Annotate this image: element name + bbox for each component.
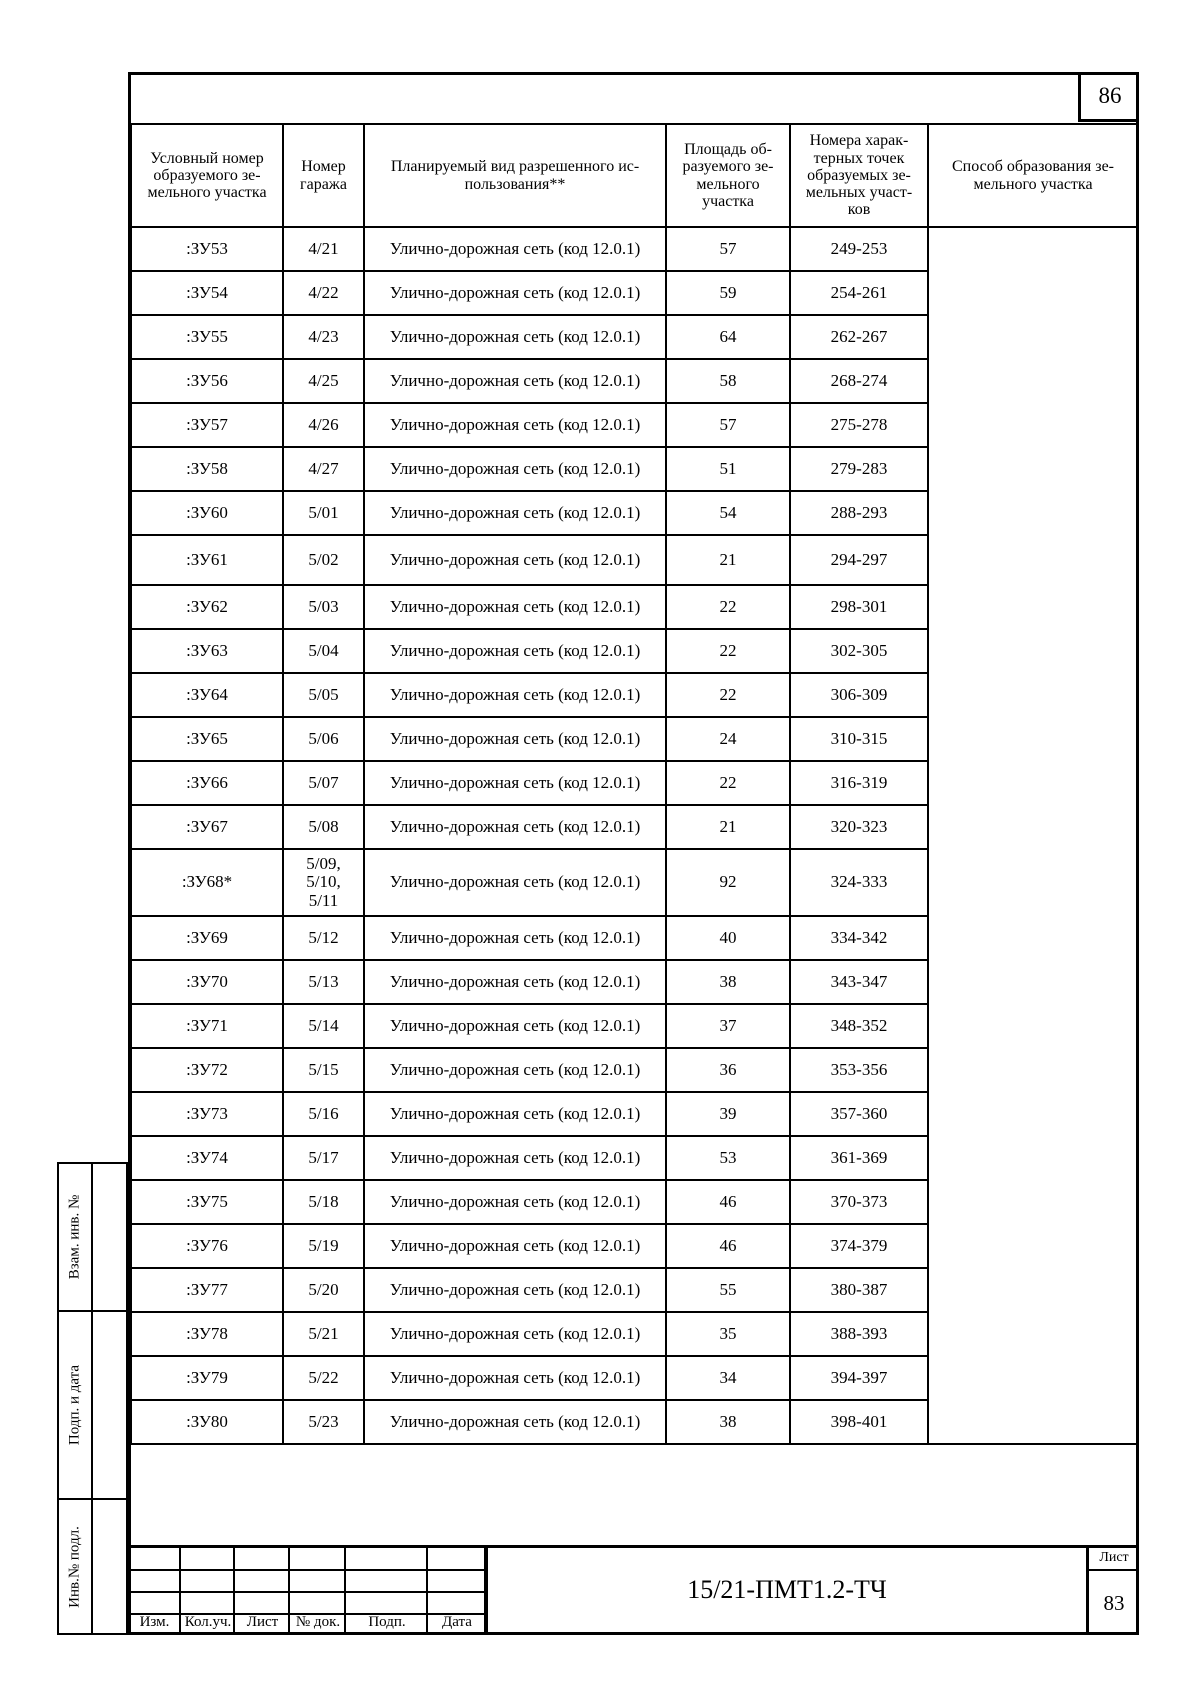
table-row xyxy=(131,849,1138,916)
cell-method xyxy=(928,673,1138,717)
cell-method xyxy=(928,849,1138,916)
cell-points: 294-297 xyxy=(790,535,928,585)
cell-plot-id: :ЗУ80 xyxy=(131,1400,283,1444)
cell-plot-id: :ЗУ57 xyxy=(131,403,283,447)
side-label-inv-orig: Инв.№ подл. xyxy=(66,1525,83,1608)
cell-method xyxy=(928,629,1138,673)
cell-area: 36 xyxy=(666,1048,790,1092)
cell-plot-id: :ЗУ76 xyxy=(131,1224,283,1268)
cell-garage: 5/18 xyxy=(283,1180,364,1224)
table-row xyxy=(131,717,1138,761)
cell-plot-id: :ЗУ58 xyxy=(131,447,283,491)
cell-points: 302-305 xyxy=(790,629,928,673)
cell-method xyxy=(928,916,1138,960)
cell-use: Улично-дорожная сеть (код 12.0.1) xyxy=(364,1136,666,1180)
cell-method xyxy=(928,1400,1138,1444)
cell-area: 38 xyxy=(666,960,790,1004)
cell-use: Улично-дорожная сеть (код 12.0.1) xyxy=(364,629,666,673)
stamp-label-date: Дата xyxy=(442,1614,472,1630)
cell-use: Улично-дорожная сеть (код 12.0.1) xyxy=(364,916,666,960)
table-row xyxy=(131,1356,1138,1400)
cell-plot-id: :ЗУ61 xyxy=(131,535,283,585)
cell-plot-id: :ЗУ69 xyxy=(131,916,283,960)
cell-plot-id: :ЗУ72 xyxy=(131,1048,283,1092)
cell-points: 380-387 xyxy=(790,1268,928,1312)
cell-plot-id: :ЗУ71 xyxy=(131,1004,283,1048)
cell-points: 398-401 xyxy=(790,1400,928,1444)
cell-area: 38 xyxy=(666,1400,790,1444)
cell-garage: 5/09, 5/10, 5/11 xyxy=(283,849,364,916)
cell-area: 40 xyxy=(666,916,790,960)
cell-garage: 5/17 xyxy=(283,1136,364,1180)
cell-garage: 4/23 xyxy=(283,315,364,359)
land-plots-table xyxy=(130,123,1139,1445)
cell-garage: 5/05 xyxy=(283,673,364,717)
header-use: Планируемый вид разрешенного ис-пользования** xyxy=(364,124,666,227)
cell-points: 279-283 xyxy=(790,447,928,491)
stamp-col xyxy=(428,1545,486,1635)
cell-garage: 5/23 xyxy=(283,1400,364,1444)
cell-method xyxy=(928,1224,1138,1268)
cell-points: 254-261 xyxy=(790,271,928,315)
cell-use: Улично-дорожная сеть (код 12.0.1) xyxy=(364,717,666,761)
cell-plot-id: :ЗУ54 xyxy=(131,271,283,315)
cell-area: 22 xyxy=(666,629,790,673)
cell-plot-id: :ЗУ56 xyxy=(131,359,283,403)
table-row xyxy=(131,227,1138,271)
cell-points: 320-323 xyxy=(790,805,928,849)
cell-method xyxy=(928,535,1138,585)
sheet-number: 83 xyxy=(1103,1590,1125,1615)
table-row xyxy=(131,1312,1138,1356)
cell-garage: 5/03 xyxy=(283,585,364,629)
cell-points: 268-274 xyxy=(790,359,928,403)
table-row xyxy=(131,1268,1138,1312)
cell-plot-id: :ЗУ78 xyxy=(131,1312,283,1356)
table-row xyxy=(131,403,1138,447)
cell-plot-id: :ЗУ75 xyxy=(131,1180,283,1224)
cell-plot-id: :ЗУ55 xyxy=(131,315,283,359)
cell-method xyxy=(928,491,1138,535)
cell-area: 21 xyxy=(666,805,790,849)
cell-points: 288-293 xyxy=(790,491,928,535)
cell-points: 262-267 xyxy=(790,315,928,359)
cell-use: Улично-дорожная сеть (код 12.0.1) xyxy=(364,1092,666,1136)
cell-area: 24 xyxy=(666,717,790,761)
header-garage: Номер гаража xyxy=(283,124,364,227)
cell-garage: 5/08 xyxy=(283,805,364,849)
cell-use: Улично-дорожная сеть (код 12.0.1) xyxy=(364,849,666,916)
cell-method xyxy=(928,359,1138,403)
side-label-swap-inv: Взам. инв. № xyxy=(66,1194,83,1280)
cell-area: 22 xyxy=(666,673,790,717)
cell-use: Улично-дорожная сеть (код 12.0.1) xyxy=(364,1004,666,1048)
side-label-sign-date: Подп. и дата xyxy=(66,1364,83,1446)
cell-garage: 5/01 xyxy=(283,491,364,535)
cell-garage: 5/19 xyxy=(283,1224,364,1268)
cell-area: 46 xyxy=(666,1180,790,1224)
cell-use: Улично-дорожная сеть (код 12.0.1) xyxy=(364,359,666,403)
cell-use: Улично-дорожная сеть (код 12.0.1) xyxy=(364,227,666,271)
cell-method xyxy=(928,960,1138,1004)
cell-area: 22 xyxy=(666,585,790,629)
cell-method xyxy=(928,1268,1138,1312)
cell-method xyxy=(928,1092,1138,1136)
cell-garage: 5/14 xyxy=(283,1004,364,1048)
stamp-col xyxy=(346,1545,428,1635)
table-row xyxy=(131,535,1138,585)
table-row xyxy=(131,1048,1138,1092)
cell-area: 21 xyxy=(666,535,790,585)
stamp-col xyxy=(290,1545,346,1635)
table-row xyxy=(131,585,1138,629)
cell-area: 35 xyxy=(666,1312,790,1356)
cell-area: 92 xyxy=(666,849,790,916)
side-sign-date xyxy=(57,1310,128,1500)
cell-garage: 5/02 xyxy=(283,535,364,585)
cell-plot-id: :ЗУ68* xyxy=(131,849,283,916)
cell-area: 34 xyxy=(666,1356,790,1400)
document-code: 15/21-ПМТ1.2-ТЧ xyxy=(486,1545,1086,1635)
cell-method xyxy=(928,805,1138,849)
table-row xyxy=(131,315,1138,359)
cell-plot-id: :ЗУ65 xyxy=(131,717,283,761)
cell-method xyxy=(928,447,1138,491)
cell-area: 46 xyxy=(666,1224,790,1268)
cell-use: Улично-дорожная сеть (код 12.0.1) xyxy=(364,1048,666,1092)
cell-use: Улично-дорожная сеть (код 12.0.1) xyxy=(364,1180,666,1224)
cell-area: 22 xyxy=(666,761,790,805)
stamp-label-list: Лист xyxy=(246,1614,279,1630)
cell-plot-id: :ЗУ64 xyxy=(131,673,283,717)
table-row xyxy=(131,1004,1138,1048)
cell-method xyxy=(928,717,1138,761)
table-row xyxy=(131,447,1138,491)
cell-use: Улично-дорожная сеть (код 12.0.1) xyxy=(364,271,666,315)
cell-method xyxy=(928,585,1138,629)
cell-points: 388-393 xyxy=(790,1312,928,1356)
cell-garage: 5/16 xyxy=(283,1092,364,1136)
cell-points: 298-301 xyxy=(790,585,928,629)
cell-garage: 4/27 xyxy=(283,447,364,491)
table-row xyxy=(131,1180,1138,1224)
cell-plot-id: :ЗУ74 xyxy=(131,1136,283,1180)
cell-area: 54 xyxy=(666,491,790,535)
cell-garage: 5/07 xyxy=(283,761,364,805)
cell-points: 334-342 xyxy=(790,916,928,960)
cell-use: Улично-дорожная сеть (код 12.0.1) xyxy=(364,1268,666,1312)
cell-points: 343-347 xyxy=(790,960,928,1004)
cell-use: Улично-дорожная сеть (код 12.0.1) xyxy=(364,1312,666,1356)
header-plot-id: Условный номер образуемого зе-мельного участка xyxy=(131,124,283,227)
cell-method xyxy=(928,315,1138,359)
cell-garage: 5/04 xyxy=(283,629,364,673)
table-row xyxy=(131,805,1138,849)
cell-method xyxy=(928,1136,1138,1180)
cell-use: Улично-дорожная сеть (код 12.0.1) xyxy=(364,761,666,805)
cell-use: Улично-дорожная сеть (код 12.0.1) xyxy=(364,1400,666,1444)
stamp-label-sign: Подп. xyxy=(368,1614,406,1630)
cell-area: 64 xyxy=(666,315,790,359)
cell-use: Улично-дорожная сеть (код 12.0.1) xyxy=(364,491,666,535)
cell-garage: 4/26 xyxy=(283,403,364,447)
stamp-col xyxy=(181,1545,235,1635)
cell-points: 275-278 xyxy=(790,403,928,447)
table-row xyxy=(131,1400,1138,1444)
table-row xyxy=(131,629,1138,673)
cell-garage: 4/25 xyxy=(283,359,364,403)
cell-garage: 5/06 xyxy=(283,717,364,761)
table-row xyxy=(131,491,1138,535)
cell-method xyxy=(928,227,1138,271)
sheet-label: Лист xyxy=(1089,1545,1139,1571)
table-row xyxy=(131,271,1138,315)
cell-area: 55 xyxy=(666,1268,790,1312)
cell-plot-id: :ЗУ62 xyxy=(131,585,283,629)
cell-points: 353-356 xyxy=(790,1048,928,1092)
table-row xyxy=(131,1136,1138,1180)
cell-use: Улично-дорожная сеть (код 12.0.1) xyxy=(364,315,666,359)
table-row xyxy=(131,960,1138,1004)
cell-plot-id: :ЗУ60 xyxy=(131,491,283,535)
cell-area: 37 xyxy=(666,1004,790,1048)
cell-method xyxy=(928,1312,1138,1356)
cell-points: 348-352 xyxy=(790,1004,928,1048)
cell-use: Улично-дорожная сеть (код 12.0.1) xyxy=(364,673,666,717)
cell-points: 370-373 xyxy=(790,1180,928,1224)
cell-use: Улично-дорожная сеть (код 12.0.1) xyxy=(364,1356,666,1400)
page-number-top: 86 xyxy=(1078,72,1139,122)
table-row xyxy=(131,1092,1138,1136)
cell-method xyxy=(928,1356,1138,1400)
cell-plot-id: :ЗУ67 xyxy=(131,805,283,849)
cell-method xyxy=(928,271,1138,315)
cell-points: 361-369 xyxy=(790,1136,928,1180)
header-points: Номера харак-терных точек образуемых зе-мельных участ-ков xyxy=(790,124,928,227)
cell-points: 306-309 xyxy=(790,673,928,717)
cell-points: 249-253 xyxy=(790,227,928,271)
stamp-col xyxy=(128,1545,181,1635)
cell-area: 59 xyxy=(666,271,790,315)
cell-points: 316-319 xyxy=(790,761,928,805)
cell-use: Улично-дорожная сеть (код 12.0.1) xyxy=(364,535,666,585)
cell-area: 57 xyxy=(666,403,790,447)
header-method: Способ образования зе-мельного участка xyxy=(928,124,1138,227)
cell-plot-id: :ЗУ70 xyxy=(131,960,283,1004)
cell-use: Улично-дорожная сеть (код 12.0.1) xyxy=(364,585,666,629)
cell-method xyxy=(928,403,1138,447)
table-row xyxy=(131,1224,1138,1268)
cell-garage: 5/21 xyxy=(283,1312,364,1356)
cell-plot-id: :ЗУ66 xyxy=(131,761,283,805)
table-row xyxy=(131,673,1138,717)
cell-garage: 5/20 xyxy=(283,1268,364,1312)
cell-method xyxy=(928,1180,1138,1224)
table-row xyxy=(131,359,1138,403)
stamp-label-doc: № док. xyxy=(295,1614,341,1630)
stamp-col xyxy=(235,1545,290,1635)
cell-points: 374-379 xyxy=(790,1224,928,1268)
title-block-grid xyxy=(128,1545,486,1635)
stamp-label-kol: Кол.уч. xyxy=(184,1614,232,1630)
table-header-row xyxy=(131,124,1138,227)
header-area: Площадь об-разуемого зе-мельного участка xyxy=(666,124,790,227)
cell-garage: 4/21 xyxy=(283,227,364,271)
cell-plot-id: :ЗУ63 xyxy=(131,629,283,673)
cell-method xyxy=(928,1004,1138,1048)
cell-area: 53 xyxy=(666,1136,790,1180)
cell-garage: 4/22 xyxy=(283,271,364,315)
cell-area: 57 xyxy=(666,227,790,271)
cell-use: Улично-дорожная сеть (код 12.0.1) xyxy=(364,1224,666,1268)
side-swap-inv xyxy=(57,1162,128,1312)
cell-method xyxy=(928,761,1138,805)
cell-points: 357-360 xyxy=(790,1092,928,1136)
cell-points: 324-333 xyxy=(790,849,928,916)
cell-area: 51 xyxy=(666,447,790,491)
cell-plot-id: :ЗУ79 xyxy=(131,1356,283,1400)
stamp-label-izm: Изм. xyxy=(139,1614,170,1630)
side-inv-orig xyxy=(57,1498,128,1635)
cell-use: Улично-дорожная сеть (код 12.0.1) xyxy=(364,960,666,1004)
cell-method xyxy=(928,1048,1138,1092)
cell-plot-id: :ЗУ77 xyxy=(131,1268,283,1312)
cell-use: Улично-дорожная сеть (код 12.0.1) xyxy=(364,805,666,849)
cell-area: 58 xyxy=(666,359,790,403)
cell-garage: 5/12 xyxy=(283,916,364,960)
table-row xyxy=(131,761,1138,805)
cell-use: Улично-дорожная сеть (код 12.0.1) xyxy=(364,447,666,491)
sheet-box xyxy=(1086,1545,1139,1635)
cell-area: 39 xyxy=(666,1092,790,1136)
cell-garage: 5/13 xyxy=(283,960,364,1004)
cell-plot-id: :ЗУ53 xyxy=(131,227,283,271)
cell-plot-id: :ЗУ73 xyxy=(131,1092,283,1136)
cell-garage: 5/15 xyxy=(283,1048,364,1092)
cell-use: Улично-дорожная сеть (код 12.0.1) xyxy=(364,403,666,447)
cell-points: 394-397 xyxy=(790,1356,928,1400)
table-row xyxy=(131,916,1138,960)
cell-points: 310-315 xyxy=(790,717,928,761)
cell-garage: 5/22 xyxy=(283,1356,364,1400)
